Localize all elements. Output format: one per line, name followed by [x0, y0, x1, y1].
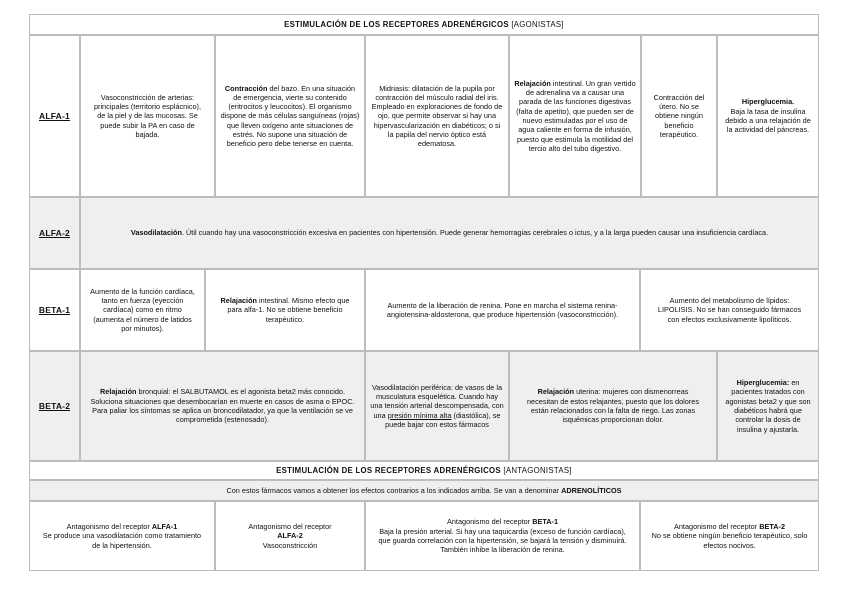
alfa1-utero-cell [641, 35, 717, 197]
beta2-uterina-cell [509, 351, 717, 461]
alfa1-intestinal-cell [509, 35, 641, 197]
alfa1-hiperglucemia-cell [717, 35, 819, 197]
antagonist-beta1-title: Antagonismo del receptor [447, 517, 531, 527]
antagonists-subtitle: [ANTAGONISTAS] [503, 465, 572, 475]
alfa1-label-cell [29, 35, 80, 197]
alfa2-vasodilatacion-cell [80, 197, 819, 269]
antagonists-intro-cell [29, 480, 819, 501]
antagonist-alfa1-cell [29, 501, 215, 571]
beta2-hiperglucemia-bold: Hiperglucemia: [736, 378, 790, 388]
beta2-hiperglucemia-text: en pacientes tratados con agonistas beta2 y que son diabéticos habrá que controlar la dosis de insulina y ajustarla. [725, 378, 811, 434]
antagonist-alfa1-body: Se produce una vasodilatación como tratamiento de la hipertensión. [42, 531, 202, 550]
beta2-label: BETA-2 [38, 400, 71, 411]
antagonists-intro-bold: ADRENOLÍTICOS [561, 485, 622, 495]
beta2-presion-minima: presión mínima alta [387, 410, 452, 420]
beta1-label-cell [29, 269, 80, 351]
beta1-intestinal-text: intestinal. Mismo efecto que para alfa-1. No se obtiene beneficio terapéutico. [227, 296, 350, 324]
antagonist-alfa2-title-bold: ALFA-2 [277, 531, 303, 541]
alfa1-label: ALFA-1 [39, 110, 70, 121]
antagonist-beta2-title-bold: BETA-2 [759, 522, 785, 532]
antagonist-alfa2-title: Antagonismo del receptor [248, 522, 332, 532]
antagonist-alfa1-title: Antagonismo del receptor [66, 522, 150, 532]
antagonist-beta2-body: No se obtiene ningún beneficio terapéutico, solo efectos nocivos. [651, 531, 808, 550]
agonists-title: ESTIMULACIÓN DE LOS RECEPTORES ADRENÉRGICOS [284, 19, 509, 29]
agonists-header [29, 14, 819, 35]
beta2-hiperglucemia-cell [717, 351, 819, 461]
beta2-uterina-bold: Relajación [537, 387, 575, 397]
beta2-bronquial-bold: Relajación [100, 387, 137, 397]
alfa1-midriasis-cell [365, 35, 509, 197]
alfa2-label-cell [29, 197, 80, 269]
alfa1-hiperglucemia-bold: Hiperglucemia. [741, 97, 795, 107]
beta2-bronquial-text: bronquial: el SALBUTAMOL es el agonista beta2 más conocido. Soluciona situaciones que desembocarían en muerte en casos de asma o EPOC. Para paliar los síntomas se aplica un broncodilatador, ya que la ventilación se ve comprometida (estenosado). [90, 387, 355, 425]
alfa2-vasodilatacion-text: . Útil cuando hay una vasoconstricción excesiva en pacientes con hipertensión. Puede generar hemorragias cerebrales o ictus, y a la larga pueden causar una insuficiencia cardíaca. [181, 228, 769, 238]
beta1-intestinal-cell [205, 269, 365, 351]
beta2-uterina-text: uterina: mujeres con dismenorreas necesitan de estos relajantes, puesto que los dolores están relacionados con la falta de riego. Las zonas isquémicas proporcionan dolor. [527, 387, 699, 425]
beta2-vasodilatacion-tail: (diastólica), se puede bajar con estos fármacos [385, 410, 501, 429]
alfa1-intestinal-text: intestinal. Un gran vertido de adrenalina va a causar una parada de las funciones digestivas (falta de apetito), que pueden ser de nuevo estimuladas por el uso de agua caliente en forma de infusión, puesto que estimula la motilidad del tercio alto del tubo digestivo. [516, 78, 636, 153]
antagonists-title: ESTIMULACIÓN DE LOS RECEPTORES ADRENÉRGICOS [276, 465, 501, 475]
alfa1-utero: Contracción del útero. No se obtiene ningún beneficio terapéutico. [653, 92, 705, 139]
alfa1-intestinal-bold: Relajación [514, 78, 551, 88]
antagonist-beta1-cell [365, 501, 640, 571]
beta1-intestinal-bold: Relajación [220, 296, 257, 306]
alfa2-vasodilatacion-bold: Vasodilatación [130, 228, 182, 238]
antagonist-alfa1-title-bold: ALFA-1 [151, 522, 178, 532]
antagonist-alfa2-cell [215, 501, 365, 571]
alfa2-label: ALFA-2 [39, 227, 70, 238]
antagonist-beta2-title: Antagonismo del receptor [674, 522, 758, 532]
agonists-subtitle: [AGONISTAS] [511, 19, 564, 29]
beta1-lipidos-cell [640, 269, 819, 351]
alfa1-midriasis: Midriasis: dilatación de la pupila por contracción del músculo radial del iris. Empleado en exploraciones de fondo de ojo, que permite observar si hay una hipervascularización en diabéticos; o si la papila del nervio óptico está edematosa. [371, 83, 503, 149]
beta1-cardiaca: Aumento de la función cardíaca, tanto en fuerza (eyección cardíaca) como en ritmo (aumenta el número de latidos por minutos). [90, 286, 195, 333]
beta1-lipidos: Aumento del metabolismo de lípidos: LIPOLISIS. No se han conseguido fármacos con efectos exclusivamente lipolíticos. [657, 296, 802, 324]
beta2-bronquial-cell [80, 351, 365, 461]
alfa1-hiperglucemia-text: Baja la tasa de insulina debido a una relajación de la actividad del páncreas. [725, 106, 811, 135]
beta1-cardiaca-cell [80, 269, 205, 351]
antagonist-beta2-cell [640, 501, 819, 571]
beta2-label-cell [29, 351, 80, 461]
alfa1-bazo-cell [215, 35, 365, 197]
alfa1-bazo-bold: Contracción [224, 83, 268, 93]
antagonist-beta1-title-bold: BETA-1 [532, 517, 558, 527]
beta1-renina-cell [365, 269, 640, 351]
alfa1-vasoconstriccion: Vasoconstricción de arterias: principales (territorio esplácnico), de la piel y de las mucosas. Se puede subir la PA en caso de bajada. [93, 92, 202, 139]
beta1-label: BETA-1 [38, 304, 71, 315]
beta2-vasodilatacion-cell [365, 351, 509, 461]
antagonists-intro-text: Con estos fármacos vamos a obtener los efectos contrarios a los indicados arriba. Se van a denominar [226, 485, 560, 495]
alfa1-vasoconstriccion-cell [80, 35, 215, 197]
beta1-renina: Aumento de la liberación de renina. Pone en marcha el sistema renina-angiotensina-aldosterona, que produce hipertensión (vasoconstricción). [386, 300, 619, 319]
beta2-vasodilatacion-text: Vasodilatación periférica: de vasos de la musculatura esquelética. Cuando hay una tensión arterial descompensada, con una [370, 382, 504, 420]
antagonists-header [29, 461, 819, 480]
antagonist-alfa2-body: Vasoconstricción [262, 540, 318, 550]
antagonist-beta1-body: Baja la presión arterial. Si hay una taquicardia (exceso de función cardíaca), que guarda correlación con la hipertensión, se bajará la tensión y disminuirá. También inhibe la liberación de renina. [378, 526, 627, 555]
alfa1-bazo-text: del bazo. En una situación de emergencia, vierte su contenido (eritrocitos y leucocitos). El organismo dispone de más células sanguíneas (rojas) que lleven oxígeno ante situaciones de estrés. No supone una situación de beneficio pero debe tenerse en cuenta. [220, 83, 360, 149]
